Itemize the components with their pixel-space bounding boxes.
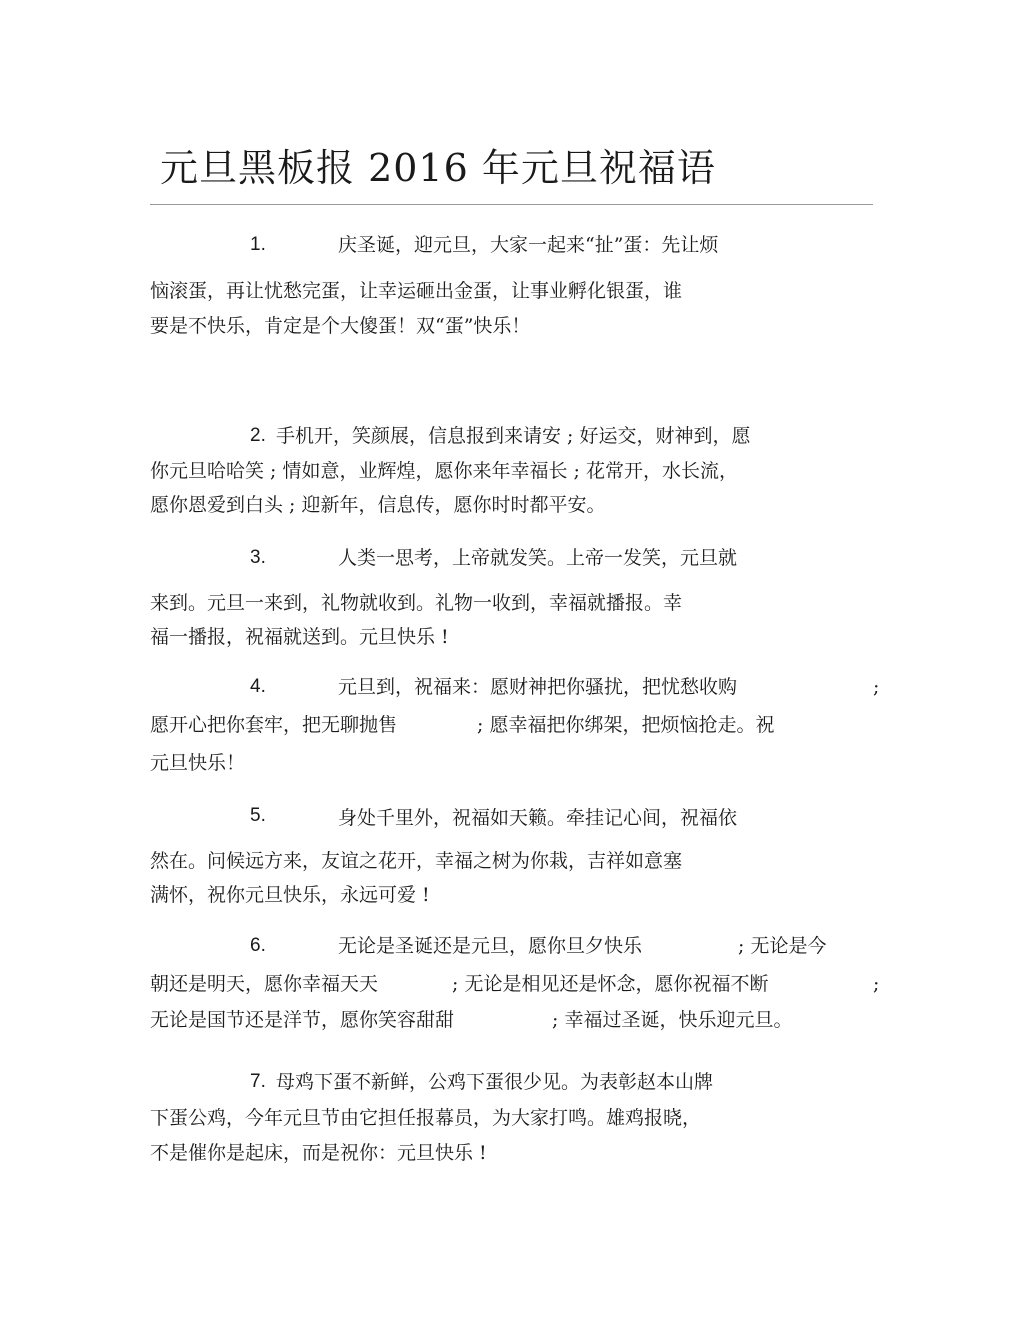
item-text-line: ; 幸福过圣诞，快乐迎元旦。 — [552, 1009, 793, 1031]
item-text-line: 下蛋公鸡，今年元旦节由它担任报幕员，为大家打鸣。雄鸡报晓， — [150, 1107, 702, 1129]
item-text-line: 愿你恩爱到白头 ; 迎新年，信息传，愿你时时都平安。 — [150, 494, 606, 516]
item-text-line: 无论是国节还是洋节，愿你笑容甜甜 — [150, 1009, 455, 1031]
item-text-line: 然在。问候远方来，友谊之花开，幸福之树为你栽，吉祥如意塞 — [150, 850, 683, 872]
item-text-line: ; 无论是今 — [738, 935, 827, 957]
item-text-line: 你元旦哈哈笑 ; 情如意，业辉煌，愿你来年幸福长 ; 花常开，水长流， — [150, 460, 738, 482]
item-number: 1. — [250, 234, 266, 255]
item-number: 6. — [250, 935, 266, 956]
item-text-line: ; — [873, 676, 880, 698]
item-text-line: 母鸡下蛋不新鲜，公鸡下蛋很少见。为表彰赵本山牌 — [276, 1071, 714, 1093]
page-title: 元旦黑板报 2016 年元旦祝福语 — [160, 146, 716, 190]
item-text-line: 庆圣诞，迎元旦，大家一起来“扯”蛋：先让烦 — [338, 234, 719, 256]
item-text-line: 不是催你是起床，而是祝你：元旦快乐 ! — [150, 1142, 487, 1164]
item-text-line: 福一播报，祝福就送到。元旦快乐 ! — [150, 626, 449, 648]
item-number: 3. — [250, 547, 266, 568]
item-text-line: 愿开心把你套牢，把无聊抛售 — [150, 714, 398, 736]
item-number: 2. — [250, 425, 266, 446]
item-text-line: 朝还是明天，愿你幸福天天 — [150, 973, 379, 995]
item-text-line: 手机开，笑颜展，信息报到来请安 ; 好运交，财神到，愿 — [276, 425, 751, 447]
item-text-line: 要是不快乐，肯定是个大傻蛋！双“蛋”快乐！ — [150, 315, 531, 337]
item-text-line: ; 愿幸福把你绑架，把烦恼抢走。祝 — [477, 714, 775, 736]
item-number: 7. — [250, 1071, 266, 1092]
item-number: 5. — [250, 805, 266, 826]
item-text-line: 元旦到，祝福来：愿财神把你骚扰，把忧愁收购 — [338, 676, 738, 698]
item-text-line: 恼滚蛋，再让忧愁完蛋，让幸运砸出金蛋，让事业孵化银蛋，谁 — [150, 280, 683, 302]
item-text-line: ; 无论是相见还是怀念，愿你祝福不断 — [452, 973, 769, 995]
item-text-line: 来到。元旦一来到，礼物就收到。礼物一收到，幸福就播报。幸 — [150, 592, 683, 614]
item-text-line: 无论是圣诞还是元旦，愿你旦夕快乐 — [338, 935, 643, 957]
item-number: 4. — [250, 676, 266, 697]
item-text-line: 元旦快乐！ — [150, 752, 246, 774]
item-text-line: ; — [873, 973, 880, 995]
item-text-line: 满怀，祝你元旦快乐，永远可爱 ! — [150, 884, 430, 906]
item-text-line: 身处千里外，祝福如天籁。牵挂记心间，祝福依 — [338, 807, 738, 829]
title-divider — [150, 204, 873, 205]
item-text-line: 人类一思考，上帝就发笑。上帝一发笑，元旦就 — [338, 547, 738, 569]
